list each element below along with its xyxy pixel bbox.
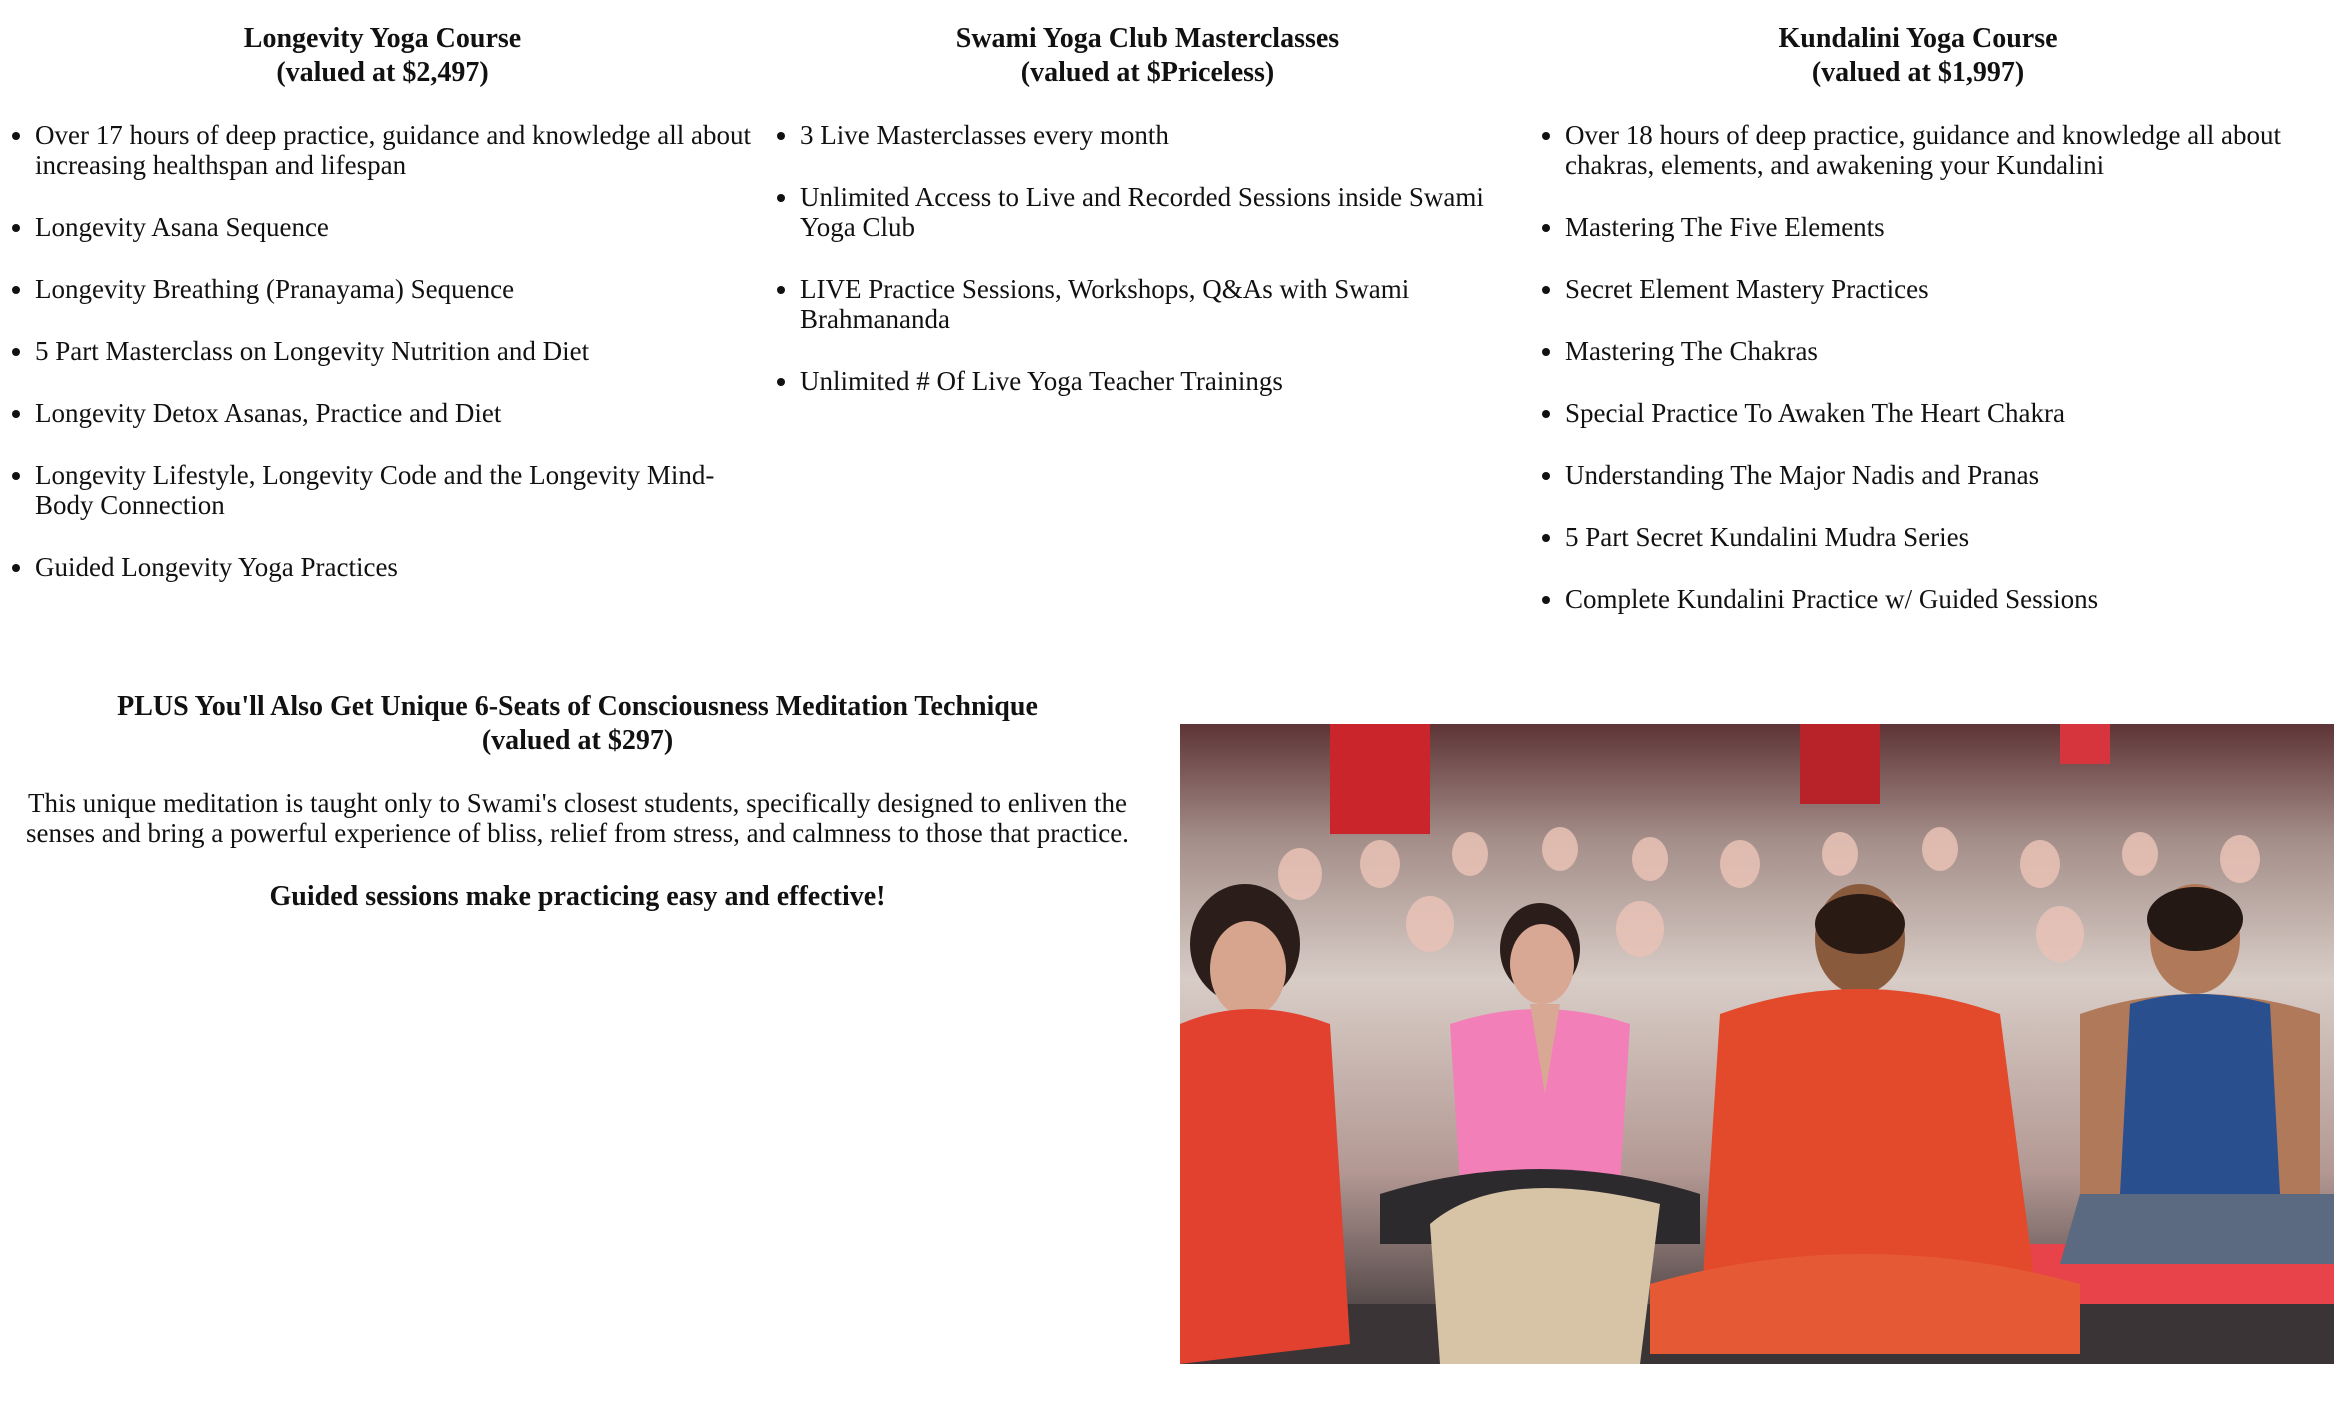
column-heading [0, 22, 765, 90]
list-item: • 5 Part Secret Kundalini Mudra Series [1565, 522, 2306, 552]
column-kundalini-course [1530, 22, 2336, 646]
list-item: • Guided Longevity Yoga Practices [35, 552, 765, 582]
feature-list [0, 120, 765, 582]
list-item: • 5 Part Masterclass on Longevity Nutrition and Diet [35, 336, 765, 366]
photo-illustration [1180, 724, 2334, 1364]
bag-shape [1430, 1188, 1660, 1364]
column-swami-yoga-club [765, 22, 1530, 646]
list-item: • Secret Element Mastery Practices [1565, 274, 2306, 304]
list-item: • LIVE Practice Sessions, Workshops, Q&As with Swami Brahmananda [800, 274, 1530, 334]
column-value: (valued at $2,497) [276, 57, 489, 88]
list-item: • Over 17 hours of deep practice, guidance and knowledge all about increasing healthspan and lifespan [35, 120, 765, 180]
bonus-heading [20, 690, 1135, 758]
bonus-section [20, 690, 1135, 914]
bonus-title: PLUS You'll Also Get Unique 6-Seats of Consciousness Meditation Technique [117, 691, 1038, 722]
banner-shape [1800, 724, 1880, 804]
column-heading [1530, 22, 2306, 90]
list-item: • Understanding The Major Nadis and Pranas [1565, 460, 2306, 490]
list-item: • Unlimited Access to Live and Recorded Sessions inside Swami Yoga Club [800, 182, 1530, 242]
column-title: Longevity Yoga Course [243, 23, 522, 54]
column-title: Swami Yoga Club Masterclasses [955, 23, 1340, 54]
column-title: Kundalini Yoga Course [1778, 23, 2058, 54]
list-item: • Over 18 hours of deep practice, guidance and knowledge all about chakras, elements, and awakening your Kundalini [1565, 120, 2306, 180]
feature-list [765, 120, 1530, 396]
list-item: • Special Practice To Awaken The Heart Chakra [1565, 398, 2306, 428]
list-item: • Mastering The Chakras [1565, 336, 2306, 366]
bonus-guided-note: Guided sessions make practicing easy and effective! [269, 881, 886, 912]
list-item: • Longevity Asana Sequence [35, 212, 765, 242]
feature-list [1530, 120, 2306, 614]
column-heading [765, 22, 1530, 90]
list-item: • Mastering The Five Elements [1565, 212, 2306, 242]
column-value: (valued at $1,997) [1811, 57, 2025, 88]
list-item: • Longevity Breathing (Pranayama) Sequence [35, 274, 765, 304]
banner-shape [1330, 724, 1430, 834]
column-longevity-course [0, 22, 765, 646]
list-item: • Longevity Detox Asanas, Practice and Diet [35, 398, 765, 428]
column-value: (valued at $Priceless) [1020, 57, 1275, 88]
list-item: • Longevity Lifestyle, Longevity Code and the Longevity Mind-Body Connection [35, 460, 765, 520]
list-item: • Unlimited # Of Live Yoga Teacher Trainings [800, 366, 1530, 396]
banner-shape [2060, 724, 2110, 764]
group-meditation-photo [1180, 724, 2334, 1364]
bonus-description: This unique meditation is taught only to Swami's closest students, specifically designed to enliven the senses and bring a powerful experience of bliss, relief from stress, and calmness to those that practice. [26, 788, 1129, 848]
list-item: • Complete Kundalini Practice w/ Guided Sessions [1565, 584, 2306, 614]
course-columns [0, 22, 2336, 646]
bonus-value: (valued at $297) [481, 725, 674, 756]
list-item: • 3 Live Masterclasses every month [800, 120, 1530, 150]
